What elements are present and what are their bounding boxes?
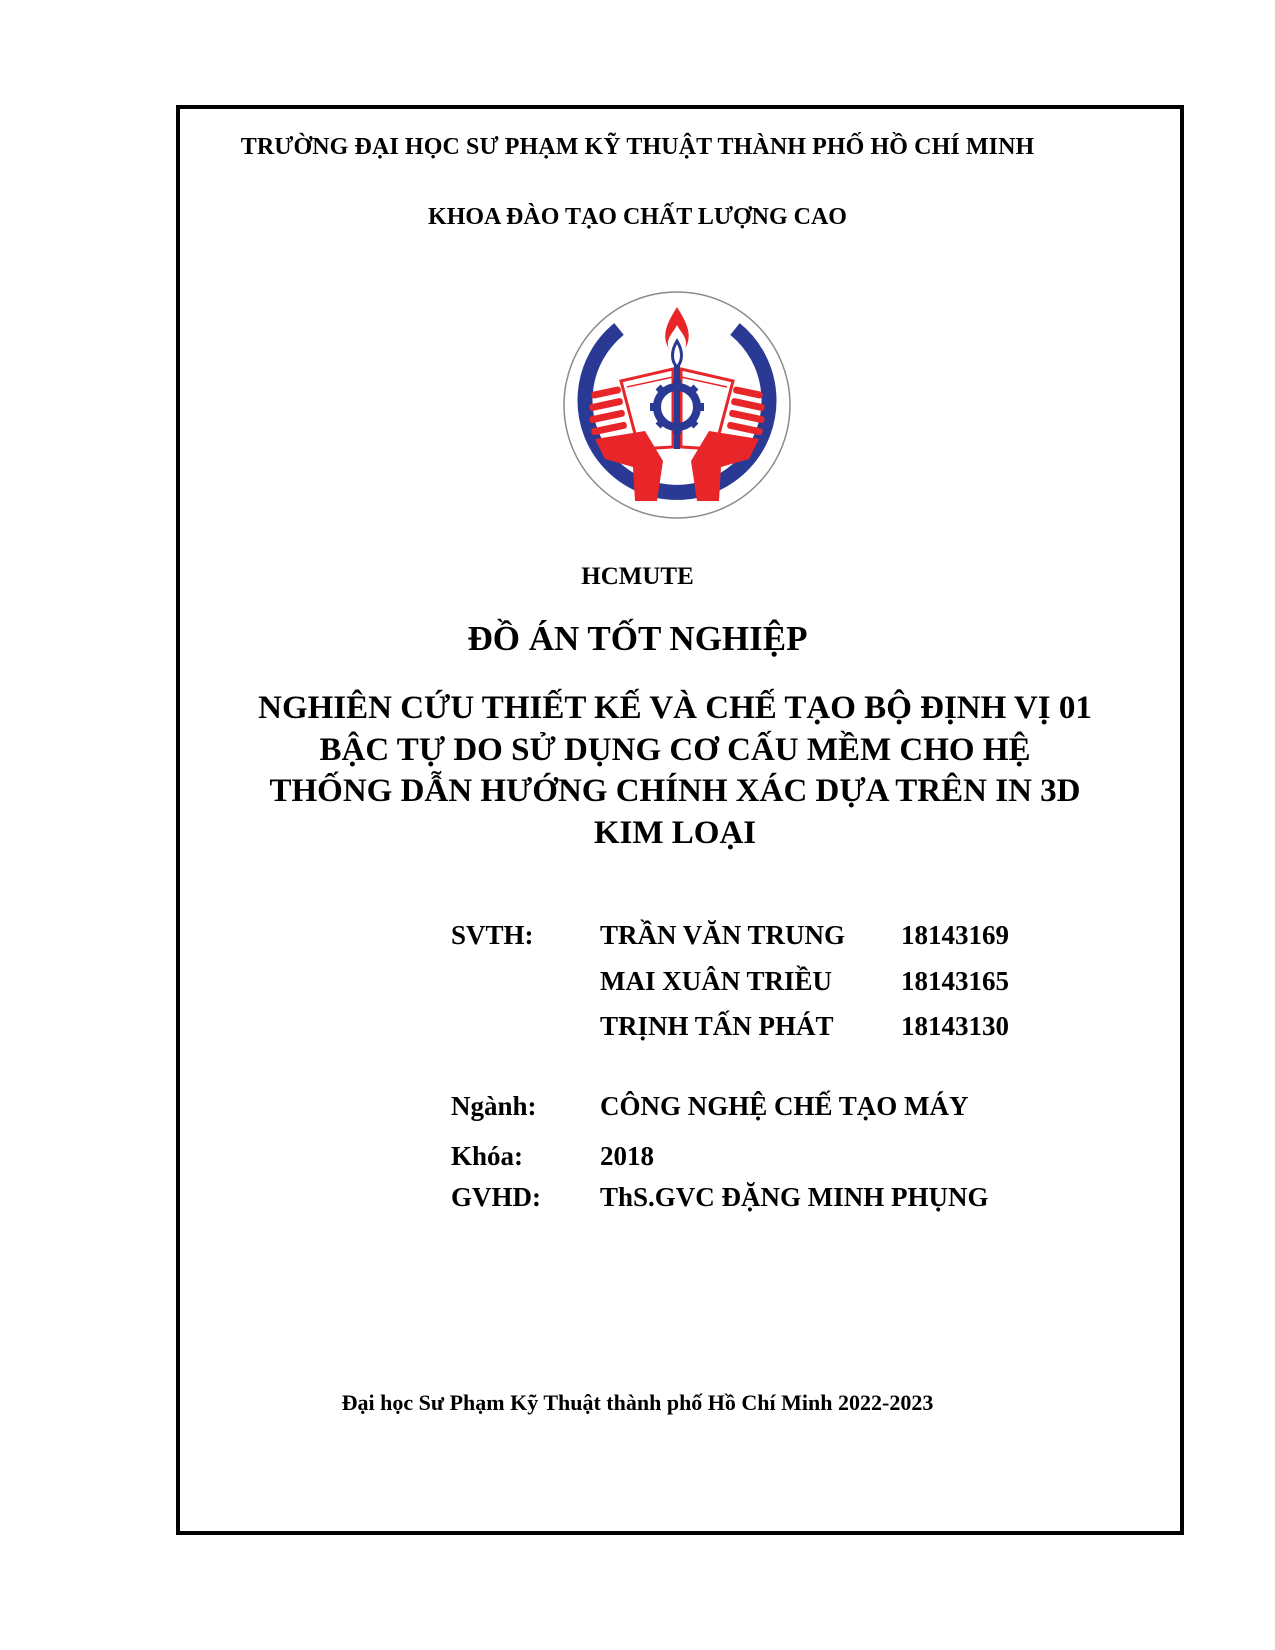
student-id: 18143169 — [901, 920, 1009, 950]
major-value: CÔNG NGHỆ CHẾ TẠO MÁY — [600, 1091, 969, 1121]
student-name: TRẦN VĂN TRUNG — [600, 920, 846, 950]
thesis-title-line: KIM LOẠI — [593, 814, 757, 851]
university-name: TRƯỜNG ĐẠI HỌC SƯ PHẠM KỸ THUẬT THÀNH PHỐ HỒ CHÍ MINH — [240, 134, 1035, 160]
student-name: MAI XUÂN TRIỀU — [600, 966, 833, 996]
hcmute-logo-icon — [561, 289, 793, 521]
students-label: SVTH: — [451, 920, 534, 950]
advisor-label: GVHD: — [451, 1182, 541, 1212]
faculty-name: KHOA ĐÀO TẠO CHẤT LƯỢNG CAO — [428, 204, 847, 230]
cohort-value: 2018 — [600, 1141, 654, 1171]
major-label: Ngành: — [451, 1091, 537, 1121]
advisor-value: ThS.GVC ĐẶNG MINH PHỤNG — [600, 1182, 989, 1212]
footer-text: Đại học Sư Phạm Kỹ Thuật thành phố Hồ Chí Minh 2022-2023 — [341, 1390, 934, 1415]
university-abbreviation: HCMUTE — [581, 563, 694, 590]
student-name: TRỊNH TẤN PHÁT — [600, 1011, 834, 1041]
student-id: 18143130 — [901, 1011, 1009, 1041]
thesis-title — [190, 688, 1160, 854]
thesis-title-line: BẬC TỰ DO SỬ DỤNG CƠ CẤU MỀM CHO HỆ — [319, 731, 1031, 768]
cohort-label: Khóa: — [451, 1141, 524, 1171]
thesis-title-line: THỐNG DẪN HƯỚNG CHÍNH XÁC DỰA TRÊN IN 3D — [269, 773, 1081, 809]
document-type: ĐỒ ÁN TỐT NGHIỆP — [467, 619, 808, 658]
student-id: 18143165 — [901, 966, 1009, 996]
thesis-title-line: NGHIÊN CỨU THIẾT KẾ VÀ CHẾ TẠO BỘ ĐỊNH VỊ 01 — [258, 690, 1092, 726]
